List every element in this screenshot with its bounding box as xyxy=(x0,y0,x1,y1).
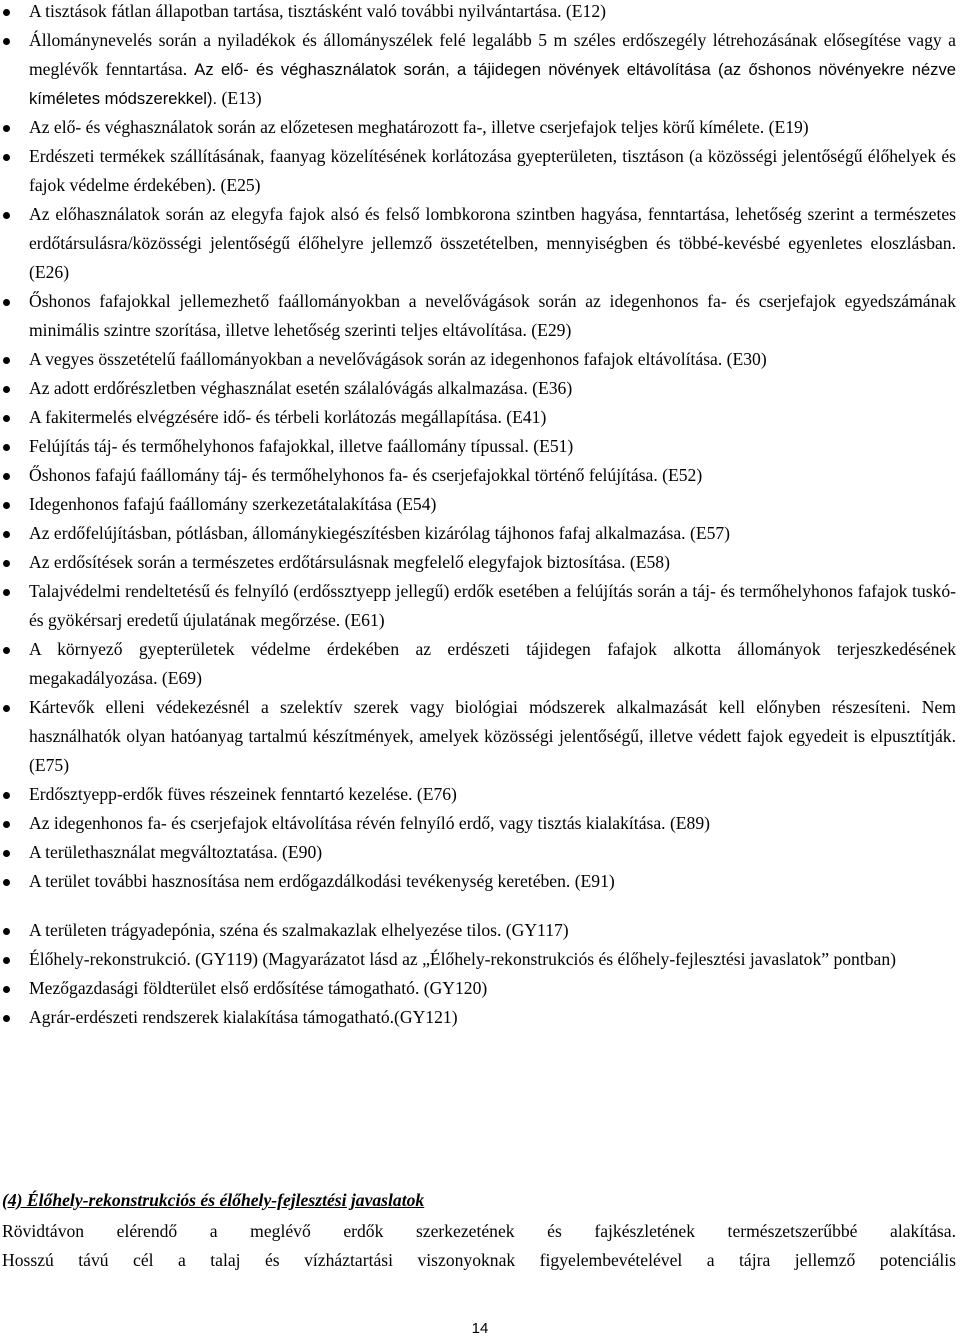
list-item: Erdősztyepp-erdők füves részeinek fenntartó kezelése. (E76) xyxy=(0,780,960,809)
list-item: A fakitermelés elvégzésére idő- és térbeli korlátozás megállapítása. (E41) xyxy=(0,403,960,432)
list-item: Mezőgazdasági földterület első erdősítése támogatható. (GY120) xyxy=(0,974,960,1003)
list-item: A terület további hasznosítása nem erdőgazdálkodási tevékenység keretében. (E91) xyxy=(0,867,960,896)
list-item-code: (E13) xyxy=(217,88,262,108)
list-item xyxy=(0,26,960,113)
list-item: A területen trágyadepónia, széna és szalmakazlak elhelyezése tilos. (GY117) xyxy=(0,916,960,945)
page-number: 14 xyxy=(471,1320,489,1337)
list-item: Talajvédelmi rendeltetésű és felnyíló (erdőssztyepp jellegű) erdők esetében a felújítás során a táj- és termőhelyhonos fafajok tuskó- és gyökérsarj eredetű újulatának megőrzése. (E61) xyxy=(0,577,960,635)
list-item: Az elő- és véghasználatok során az előzetesen meghatározott fa-, illetve cserjefajok teljes körű kímélete. (E19) xyxy=(0,113,960,142)
list-item: Agrár-erdészeti rendszerek kialakítása támogatható.(GY121) xyxy=(0,1003,960,1032)
habitat-section xyxy=(0,1186,958,1275)
list-item: A területhasználat megváltoztatása. (E90) xyxy=(0,838,960,867)
list-item: Élőhely-rekonstrukció. (GY119) (Magyarázatot lásd az „Élőhely-rekonstrukciós és élőhely-fejlesztési javaslatok” pontban) xyxy=(0,945,960,974)
list-item: Az adott erdőrészletben véghasználat esetén szálalóvágás alkalmazása. (E36) xyxy=(0,374,960,403)
list-item: Kártevők elleni védekezésnél a szelektív szerek vagy biológiai módszerek alkalmazását kell előnyben részesíteni. Nem használhatók olyan hatóanyag tartalmú készítmények, amelyek közösségi jelentőségű, illetve védett fajok egyedeit is elpusztítják. (E75) xyxy=(0,693,960,780)
list-item: Az előhasználatok során az elegyfa fajok alsó és felső lombkorona szintben hagyása, fenntartása, lehetőség szerint a természetes erdőtársulásra/közösségi jelentőségű élőhelyre jellemző összetételben, mennyiségben és többé-kevésbé egyenletes eloszlásban. (E26) xyxy=(0,200,960,287)
list-item: Az erdőfelújításban, pótlásban, állománykiegészítésben kizárólag tájhonos fafaj alkalmazása. (E57) xyxy=(0,519,960,548)
list-item: A környező gyepterületek védelme érdekében az erdészeti tájidegen fafajok alkotta állományok terjeszkedésének megakadályozása. (E69) xyxy=(0,635,960,693)
list-item: A tisztások fátlan állapotban tartása, tisztásként való további nyilvántartása. (E12) xyxy=(0,0,960,26)
list-gap xyxy=(0,896,960,916)
section-paragraph-line: Hosszú távú cél a talaj és vízháztartási viszonyoknak figyelembevételével a tájra jellemző potenciális xyxy=(2,1250,956,1270)
list-item: Felújítás táj- és termőhelyhonos fafajokkal, illetve faállomány típussal. (E51) xyxy=(0,432,960,461)
section-heading: (4) Élőhely-rekonstrukciós és élőhely-fejlesztési javaslatok xyxy=(2,1190,425,1210)
section-paragraph-line: Rövidtávon elérendő a meglévő erdők szerkezetének és fajkészletének természetszerűbbé alakítása. xyxy=(2,1221,956,1241)
list-item: A vegyes összetételű faállományokban a nevelővágások során az idegenhonos fafajok eltávolítása. (E30) xyxy=(0,345,960,374)
list-item-sans-text: Az elő- és véghasználatok során, a tájidegen növények eltávolítása (az őshonos növényekre nézve kíméletes módszerekkel). xyxy=(29,60,956,108)
list-item: Az erdősítések során a természetes erdőtársulásnak megfelelő elegyfajok biztosítása. (E58) xyxy=(0,548,960,577)
list-item: Őshonos fafajú faállomány táj- és termőhelyhonos fa- és cserjefajokkal történő felújítása. (E52) xyxy=(0,461,960,490)
list-item: Erdészeti termékek szállításának, faanyag közelítésének korlátozása gyepterületen, tisztáson (a közösségi jelentőségű élőhelyek és fajok védelme érdekében). (E25) xyxy=(0,142,960,200)
list-item: Őshonos fafajokkal jellemezhető faállományokban a nevelővágások során az idegenhonos fa- és cserjefajok egyedszámának minimális szintre szorítása, illetve lehetőség szerinti teljes eltávolítása. (E29) xyxy=(0,287,960,345)
list-item-text: Állománynevelés során a nyiladékok és állományszélek felé legalább 5 m széles erdőszegély létrehozásának elősegítése vagy a meglévők fenntartása. xyxy=(29,30,956,79)
list-item: Idegenhonos fafajú faállomány szerkezetátalakítása (E54) xyxy=(0,490,960,519)
list-item: Az idegenhonos fa- és cserjefajok eltávolítása révén felnyíló erdő, vagy tisztás kialakítása. (E89) xyxy=(0,809,960,838)
